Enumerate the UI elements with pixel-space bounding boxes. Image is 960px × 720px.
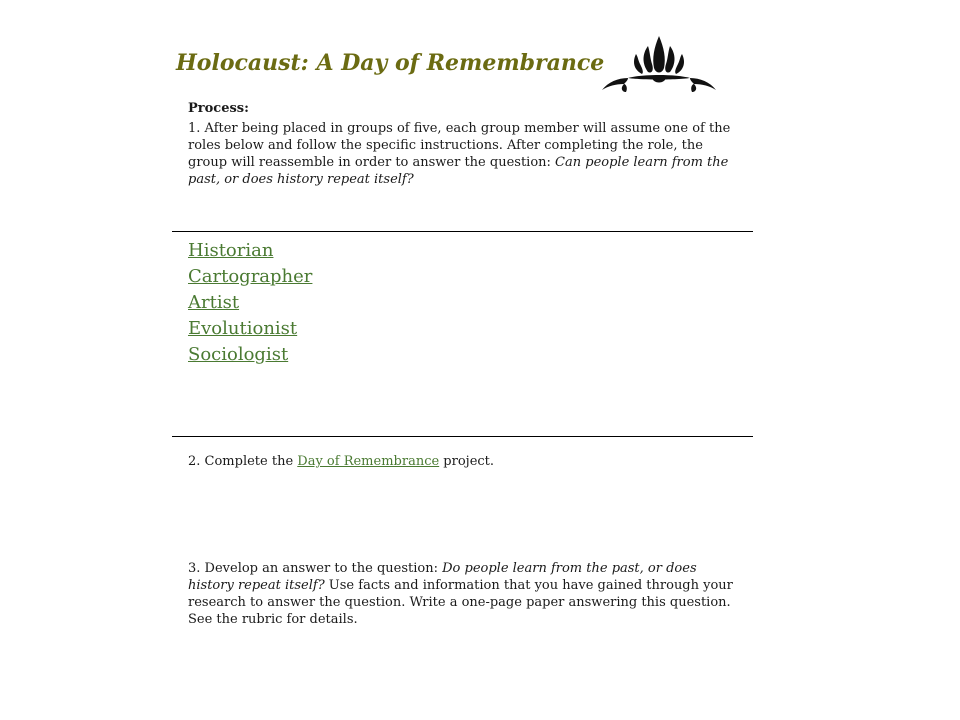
role-link-artist[interactable]: Artist [188,292,240,313]
fleuron-ornament-icon [598,34,720,96]
divider-bottom [172,436,753,437]
step-1-intro: 1. After being placed in groups of five, each group member will assume one of the roles below and follow the specific instructions. After completing the role, the group will reassemble in order to answer the question: [188,121,731,170]
page-title: Holocaust: A Day of Remembrance [176,50,605,76]
list-item [188,316,312,342]
list-item [188,264,312,290]
step-3-before: 3. Develop an answer to the question: [188,561,443,576]
divider-top [172,231,753,232]
day-of-remembrance-link[interactable]: Day of Remembrance [297,454,440,469]
list-item [188,290,312,316]
step-3-question: Do people learn from the past, or does history repeat itself? [188,561,697,593]
step-3-text [188,560,740,628]
role-link-cartographer[interactable]: Cartographer [188,266,313,287]
step-2-before: 2. Complete the [188,454,298,469]
step-2-text [188,453,740,470]
step-1-text [188,120,740,188]
role-link-historian[interactable]: Historian [188,240,274,261]
list-item [188,238,312,264]
roles-list [188,238,312,368]
list-item [188,342,312,368]
step-2-after: project. [439,454,495,469]
step-1-question: Can people learn from the past, or does history repeat itself? [188,155,729,187]
role-link-sociologist[interactable]: Sociologist [188,344,289,365]
step-3-after: Use facts and information that you have gained through your research to answer the question. Write a one-page paper answering this question. See the rubric for details. [188,578,733,627]
role-link-evolutionist[interactable]: Evolutionist [188,318,298,339]
process-label: Process: [188,101,249,116]
